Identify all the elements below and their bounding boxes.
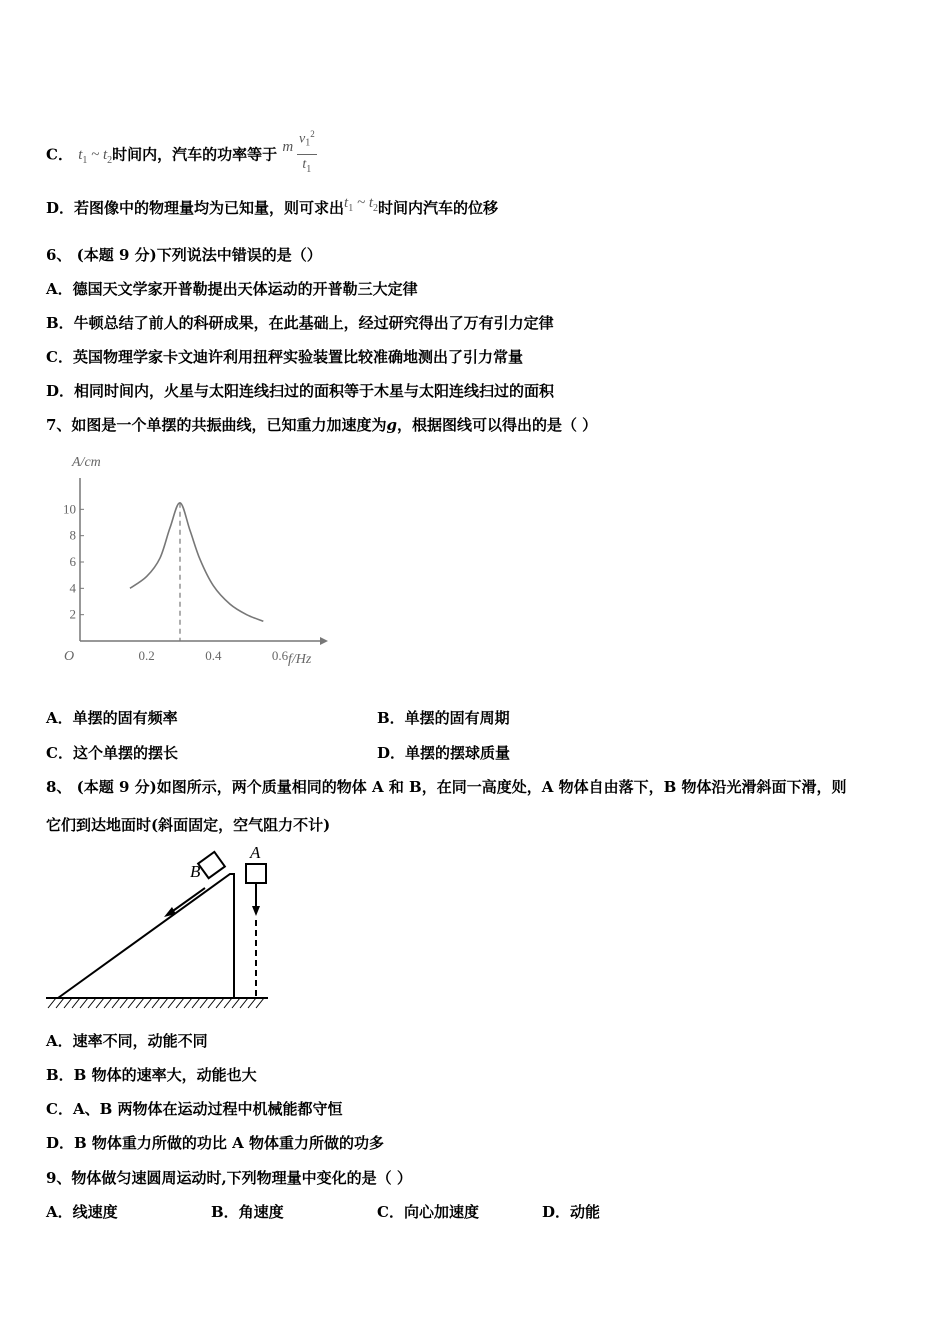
incline-diagram xyxy=(40,840,280,1015)
origin-label: O xyxy=(64,649,75,664)
q6-option-c: C．英国物理学家卡文迪许利用扭秤实验装置比较准确地测出了引力常量 xyxy=(46,348,523,366)
y-axis-label: A/cm xyxy=(72,455,101,470)
x-axis-label: f/Hz xyxy=(288,652,312,667)
q7-option-a: A．单摆的固有频率 xyxy=(46,709,178,727)
q9-option-b: B．角速度 xyxy=(211,1203,284,1221)
resonance-curve-line xyxy=(130,503,263,622)
q9-option-c: C．向心加速度 xyxy=(377,1203,479,1221)
y-tick-label: 10 xyxy=(63,501,76,517)
x-tick-label: 0.2 xyxy=(138,648,155,663)
q5-option-d: D．若图像中的物理量均为已知量，则可求出$t_1$ ~ $t_2$时间内汽车的位移 xyxy=(46,195,499,217)
time-interval: $t_1$ ~ $t_2$ xyxy=(78,147,113,167)
y-tick-label: 8 xyxy=(69,527,76,543)
incline-slope xyxy=(58,874,234,998)
q5-option-c: C． $t_1$ ~ $t_2$时间内，汽车的功率等于 m $\frac{v_1^2}{t_1}$ xyxy=(46,128,317,184)
ground-hatching xyxy=(48,998,264,1008)
q7-option-d: D．单摆的摆球质量 xyxy=(377,744,511,762)
q6-stem: 6、 (本题 9 分)下列说法中错误的是（） xyxy=(46,246,322,264)
x-tick-label: 0.6 xyxy=(271,648,289,663)
q9-stem: 9、物体做匀速圆周运动时,下列物理量中变化的是（ ） xyxy=(46,1169,412,1187)
q7-option-c: C．这个单摆的摆长 xyxy=(46,744,178,762)
q9-option-d: D．动能 xyxy=(542,1203,601,1221)
q8-option-a: A．速率不同，动能不同 xyxy=(46,1032,208,1050)
q8-option-d: D．B 物体重力所做的功比 A 物体重力所做的功多 xyxy=(46,1134,384,1152)
q6-option-b: B．牛顿总结了前人的科研成果，在此基础上，经过研究得出了万有引力定律 xyxy=(46,314,554,332)
block-b xyxy=(198,852,225,878)
q8-stem-line1: 8、 (本题 9 分)如图所示，两个质量相同的物体 A 和 B，在同一高度处，A 物体自由落下，B 物体沿光滑斜面下滑，则 xyxy=(46,778,847,796)
q8-stem-line2: 它们到达地面时(斜面固定，空气阻力不计) xyxy=(46,816,331,834)
q7-stem: 7、如图是一个单摆的共振曲线，已知重力加速度为g，根据图线可以得出的是（ ） xyxy=(46,416,598,434)
block-b-arrowhead xyxy=(164,907,176,917)
time-interval: $t_1$ ~ $t_2$ xyxy=(344,195,378,214)
block-b-arrow xyxy=(170,888,205,913)
q6-option-a: A．德国天文学家开普勒提出天体运动的开普勒三大定律 xyxy=(46,280,418,298)
x-tick-label: 0.4 xyxy=(205,648,222,663)
block-a-arrowhead xyxy=(252,906,260,916)
y-tick-label: 4 xyxy=(69,580,76,596)
resonance-curve-chart xyxy=(50,448,340,673)
q7-option-b: B．单摆的固有周期 xyxy=(377,709,510,727)
q8-option-c: C．A、B 两物体在运动过程中机械能都守恒 xyxy=(46,1100,343,1118)
q6-option-d: D．相同时间内，火星与太阳连线扫过的面积等于木星与太阳连线扫过的面积 xyxy=(46,382,555,400)
y-tick-label: 2 xyxy=(69,606,76,622)
block-a xyxy=(246,864,266,883)
label-b: B xyxy=(190,862,201,881)
q9-option-a: A．线速度 xyxy=(46,1203,118,1221)
q8-option-b: B．B 物体的速率大，动能也大 xyxy=(46,1066,257,1084)
y-tick-label: 6 xyxy=(69,554,76,569)
power-formula: m $\frac{v_1^2}{t_1}$ xyxy=(282,139,316,155)
x-axis-arrowhead xyxy=(320,637,328,645)
label-a: A xyxy=(250,843,261,862)
